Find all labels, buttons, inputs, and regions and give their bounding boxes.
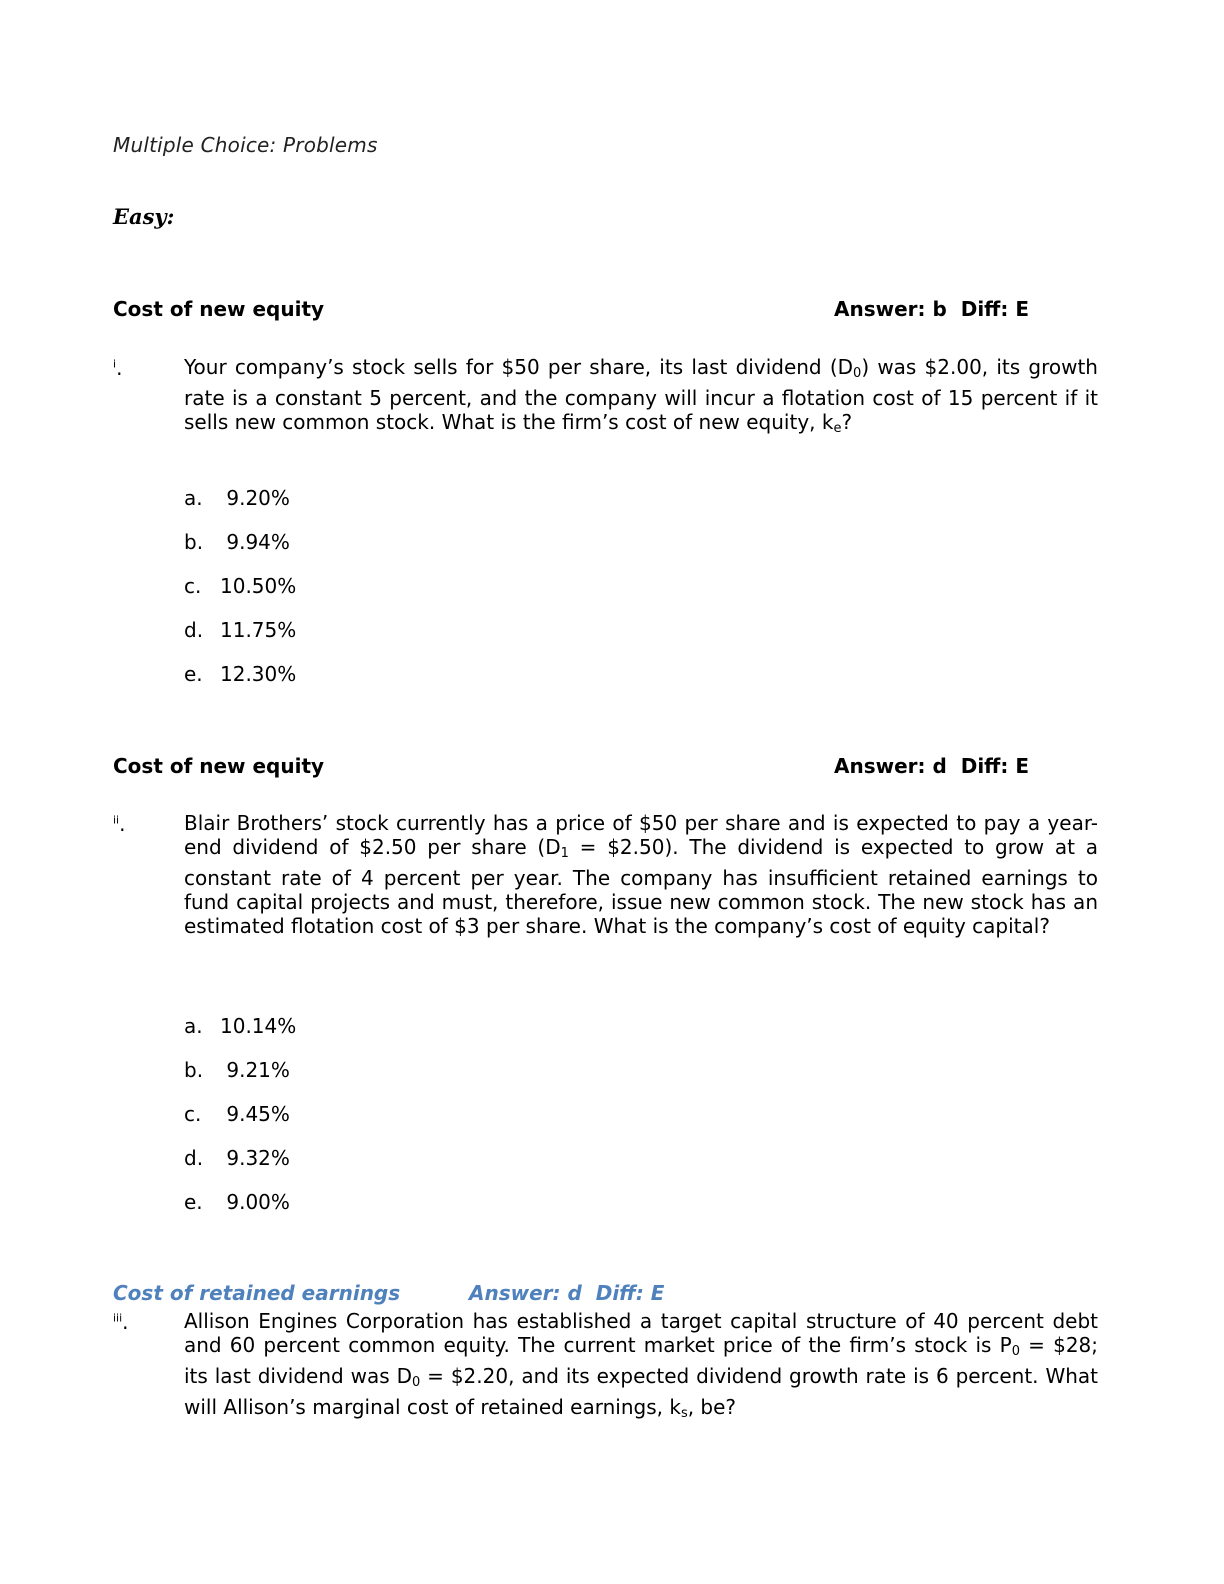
choice-item: c. 10.50% [184, 574, 297, 598]
question-text: Blair Brothers’ stock currently has a price of $50 per share and is expected to pay a year-end dividend of $2.50 per share ($D_1$ = $2.50). The dividend is expected to grow at a constant rate of 4 percent per year. The company has insufficient retained earnings to fund capital projects and must, therefore, issue new common stock. The new stock has an estimated flotation cost of $3 per share. What is the company’s cost of equity capital? [184, 811, 1098, 938]
answer-difficulty: Answer: d Diff: E [469, 1281, 665, 1305]
question-text: Your company’s stock sells for $50 per share, its last dividend $(D_0)$ was $2.00, its growth rate is a constant 5 percent, and the company will incur a flotation cost of 15 percent if it sells new common stock. What is the firm’s cost of new equity, $k_e$? [184, 355, 1098, 436]
question-topic: Cost of retained earnings [113, 1281, 401, 1305]
choice-item: d. 11.75% [184, 618, 297, 642]
footnote-ref: ii [113, 813, 120, 827]
answer-difficulty: Answer: d Diff: E [834, 754, 1030, 778]
choice-item: a. 9.20% [184, 486, 290, 510]
footnote-ref: iii [113, 1311, 123, 1325]
question-number: $^i$. [113, 356, 123, 380]
choice-item: b. 9.21% [184, 1058, 290, 1082]
question-text: Allison Engines Corporation has established a target capital structure of 40 percent debt and 60 percent common equity. The current market price of the firm’s stock is $P_0$ = $28; its last dividend was $D_0$ = $2.20, and its expected dividend growth rate is 6 percent. What will Allison’s marginal cost of retained earnings, $k_s$, be? [184, 1309, 1099, 1421]
choice-item: a. 10.14% [184, 1014, 297, 1038]
question-number: $^{ii}$. [113, 812, 126, 836]
answer-difficulty: Answer: b Diff: E [834, 297, 1030, 321]
choice-item: b. 9.94% [184, 530, 290, 554]
section-label: Multiple Choice: Problems [113, 133, 378, 157]
choice-item: c. 9.45% [184, 1102, 290, 1126]
choice-item: d. 9.32% [184, 1146, 290, 1170]
question-topic: Cost of new equity [113, 297, 325, 321]
choice-item: e. 12.30% [184, 662, 297, 686]
choice-item: e. 9.00% [184, 1190, 290, 1214]
question-number: $^{iii}$. [113, 1310, 129, 1334]
footnote-ref: i [113, 357, 117, 371]
question-topic: Cost of new equity [113, 754, 325, 778]
difficulty-heading: Easy: [113, 204, 175, 229]
